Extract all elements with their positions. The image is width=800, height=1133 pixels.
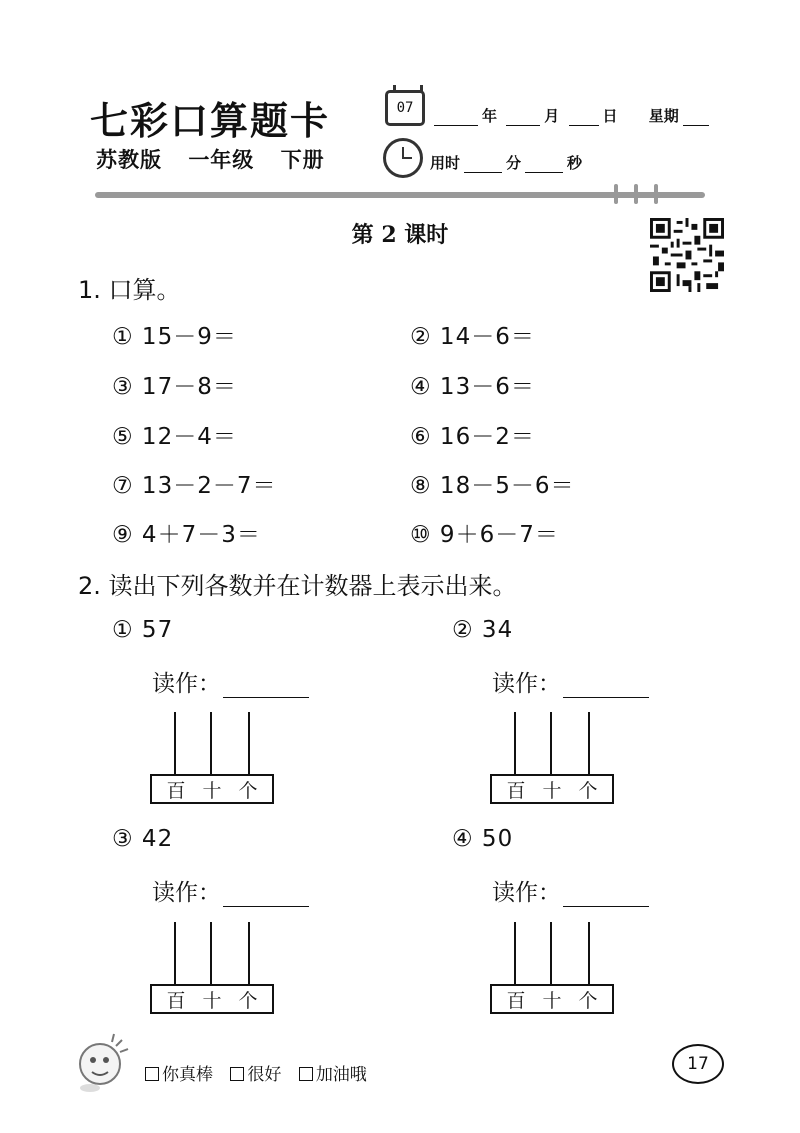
hundreds-rod[interactable] <box>174 712 176 774</box>
ones-rod[interactable] <box>588 712 590 774</box>
read-label: 读作： <box>492 671 561 697</box>
abacus-3[interactable] <box>150 922 280 1018</box>
hundreds-rod[interactable] <box>514 922 516 984</box>
year-blank[interactable] <box>434 109 478 126</box>
time-label: 用时 <box>430 154 461 172</box>
question-2-title: 2. 读出下列各数并在计数器上表示出来。 <box>78 572 517 600</box>
q2-item-4-number: ④ 50 <box>452 826 514 852</box>
question-1-title: 1. 口算。 <box>78 276 181 304</box>
checkbox-icon[interactable] <box>299 1067 313 1081</box>
read-label: 读作： <box>152 671 221 697</box>
calendar-number: 07 <box>396 100 414 116</box>
edition: 苏教版 <box>96 148 162 172</box>
abacus-base <box>150 984 274 1014</box>
ones-label: 个 <box>238 989 258 1012</box>
q1-item-1[interactable]: ① 15－9＝ <box>112 324 237 350</box>
ones-rod[interactable] <box>248 712 250 774</box>
abacus-2[interactable] <box>490 712 620 808</box>
qr-code-icon[interactable] <box>650 218 724 292</box>
q2-item-1-read <box>152 665 309 698</box>
hundreds-label: 百 <box>166 779 186 802</box>
q1-item-4[interactable]: ④ 13－6＝ <box>410 374 535 400</box>
rating-option-2[interactable]: 很好 <box>230 1065 281 1085</box>
tens-rod[interactable] <box>550 922 552 984</box>
date-line <box>430 105 713 126</box>
weekday-label: 星期 <box>648 107 679 125</box>
rating-option-3[interactable]: 加油哦 <box>299 1065 367 1085</box>
tens-label: 十 <box>202 779 222 802</box>
minutes-blank[interactable] <box>464 156 502 173</box>
q1-item-6[interactable]: ⑥ 16－2＝ <box>410 424 535 450</box>
q1-item-7[interactable]: ⑦ 13－2－7＝ <box>112 473 277 499</box>
grade: 一年级 <box>188 148 255 172</box>
rating-option-1[interactable]: 你真棒 <box>145 1065 213 1085</box>
self-rating <box>145 1060 379 1085</box>
month-blank[interactable] <box>506 109 540 126</box>
seconds-label: 秒 <box>567 154 583 172</box>
q2-item-2-number: ② 34 <box>452 617 514 643</box>
read-answer-blank[interactable] <box>563 884 649 907</box>
tens-label: 十 <box>542 779 562 802</box>
hundreds-label: 百 <box>506 989 526 1012</box>
checkbox-icon[interactable] <box>145 1067 159 1081</box>
ones-label: 个 <box>578 989 598 1012</box>
binder-pins-icon <box>610 184 666 206</box>
read-answer-blank[interactable] <box>563 675 649 698</box>
weekday-blank[interactable] <box>683 109 709 126</box>
ones-rod[interactable] <box>588 922 590 984</box>
checkbox-icon[interactable] <box>230 1067 244 1081</box>
q1-item-8[interactable]: ⑧ 18－5－6＝ <box>410 473 575 499</box>
abacus-base <box>490 774 614 804</box>
calendar-icon <box>385 90 425 126</box>
day-label: 日 <box>602 107 618 125</box>
q1-item-3[interactable]: ③ 17－8＝ <box>112 374 237 400</box>
q2-item-4-read <box>492 874 649 907</box>
ones-rod[interactable] <box>248 922 250 984</box>
time-line <box>430 152 582 173</box>
edition-line <box>96 144 343 174</box>
tens-label: 十 <box>542 989 562 1012</box>
q1-item-10[interactable]: ⑩ 9＋6－7＝ <box>410 522 559 548</box>
q1-item-5[interactable]: ⑤ 12－4＝ <box>112 424 237 450</box>
read-answer-blank[interactable] <box>223 675 309 698</box>
q1-item-9[interactable]: ⑨ 4＋7－3＝ <box>112 522 261 548</box>
tens-rod[interactable] <box>210 922 212 984</box>
ones-label: 个 <box>238 779 258 802</box>
hundreds-label: 百 <box>166 989 186 1012</box>
abacus-base <box>490 984 614 1014</box>
tens-rod[interactable] <box>550 712 552 774</box>
hundreds-rod[interactable] <box>514 712 516 774</box>
q2-item-3-number: ③ 42 <box>112 826 174 852</box>
lesson-title: 第 2 课时 <box>351 222 449 248</box>
abacus-1[interactable] <box>150 712 280 808</box>
tens-label: 十 <box>202 989 222 1012</box>
read-label: 读作： <box>152 880 221 906</box>
q1-item-2[interactable]: ② 14－6＝ <box>410 324 535 350</box>
abacus-base <box>150 774 274 804</box>
abacus-4[interactable] <box>490 922 620 1018</box>
clock-icon <box>383 138 423 178</box>
volume: 下册 <box>280 148 325 172</box>
q2-item-2-read <box>492 665 649 698</box>
month-label: 月 <box>544 107 560 125</box>
cartoon-mascot-icon <box>72 1030 132 1094</box>
minutes-label: 分 <box>506 154 522 172</box>
q2-item-3-read <box>152 874 309 907</box>
year-label: 年 <box>482 107 498 125</box>
hundreds-label: 百 <box>506 779 526 802</box>
day-blank[interactable] <box>569 109 599 126</box>
tens-rod[interactable] <box>210 712 212 774</box>
hundreds-rod[interactable] <box>174 922 176 984</box>
page-number: 17 <box>672 1044 724 1084</box>
read-answer-blank[interactable] <box>223 884 309 907</box>
ones-label: 个 <box>578 779 598 802</box>
read-label: 读作： <box>492 880 561 906</box>
seconds-blank[interactable] <box>525 156 563 173</box>
q2-item-1-number: ① 57 <box>112 617 174 643</box>
brand-title: 七彩口算题卡 <box>90 98 331 143</box>
